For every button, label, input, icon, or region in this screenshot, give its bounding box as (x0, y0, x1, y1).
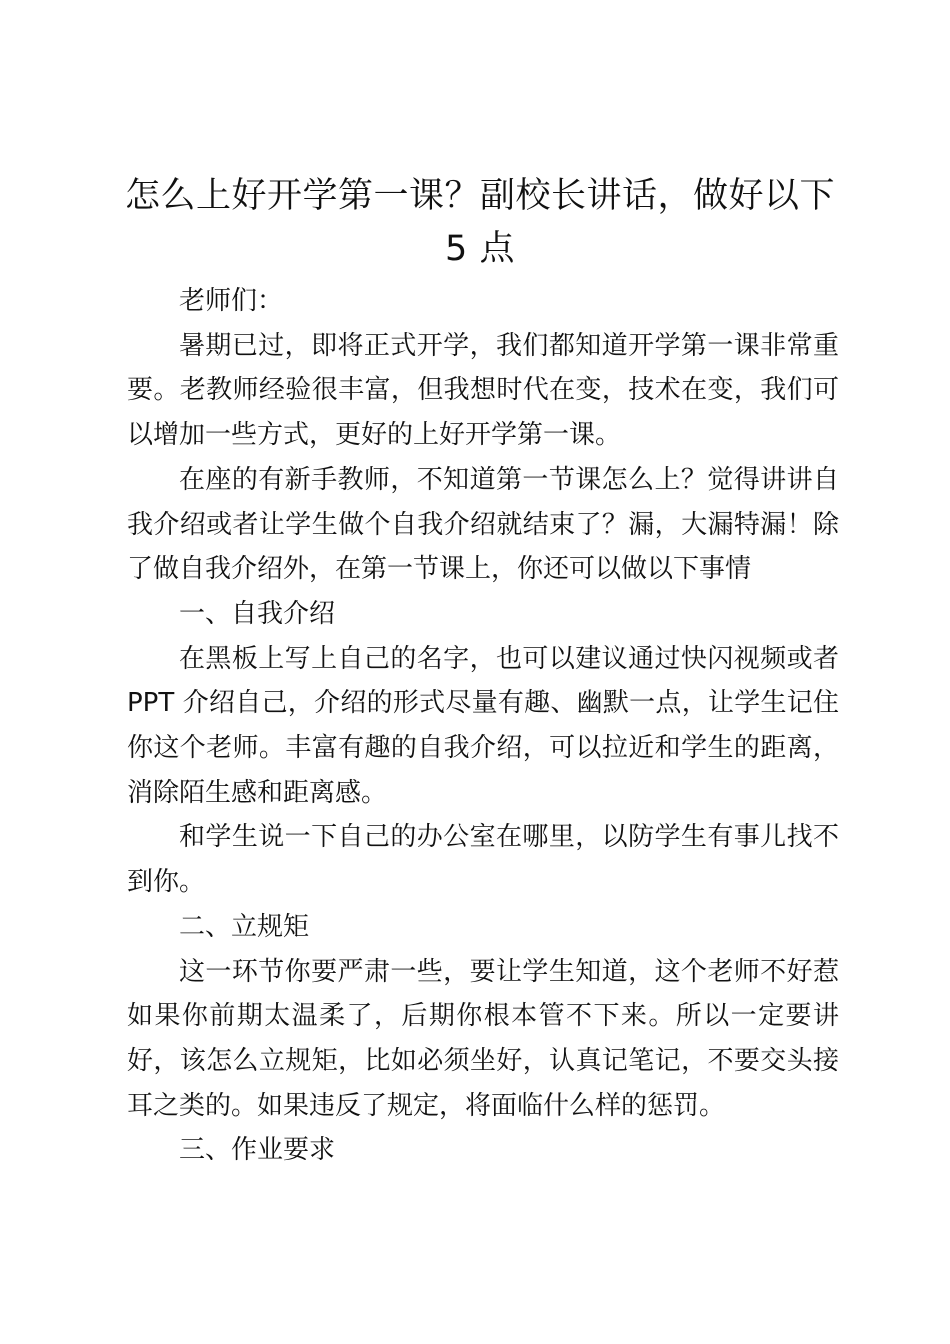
section-heading-rules: 二、立规矩 (179, 911, 310, 942)
document-title: 怎么上好开学第一课？副校长讲话，做好以下 5 点 (124, 176, 835, 269)
new-teacher-paragraph: 在座的有新手教师，不知道第一节课怎么上？觉得讲讲自我介绍或者让学生做个自我介绍就结束了？漏，大漏特漏！除了做自我介绍外，在第一节课上，你还可以做以下事情 (127, 464, 839, 585)
rules-paragraph: 这一环节你要严肃一些，要让学生知道，这个老师不好惹如果你前期太温柔了，后期你根本管不下来。所以一定要讲好，该怎么立规矩，比如必须坐好，认真记笔记，不要交头接耳之类的。如果违反了规定，将面临什么样的惩罚。 (127, 956, 839, 1121)
section-heading-self-intro: 一、自我介绍 (179, 598, 336, 629)
intro-paragraph: 暑期已过，即将正式开学，我们都知道开学第一课非常重要。老教师经验很丰富，但我想时代在变，技术在变，我们可以增加一些方式，更好的上好开学第一课。 (127, 330, 839, 451)
greeting-paragraph: 老师们： (179, 286, 284, 316)
office-paragraph: 和学生说一下自己的办公室在哪里，以防学生有事儿找不到你。 (127, 822, 839, 898)
document-body (127, 279, 839, 1173)
self-intro-paragraph: 在黑板上写上自己的名字，也可以建议通过快闪视频或者 PPT 介绍自己，介绍的形式尽量有趣、幽默一点，让学生记住你这个老师。丰富有趣的自我介绍，可以拉近和学生的距离，消除陌生感和距离感。 (127, 643, 839, 808)
section-heading-homework: 三、作业要求 (179, 1135, 336, 1166)
